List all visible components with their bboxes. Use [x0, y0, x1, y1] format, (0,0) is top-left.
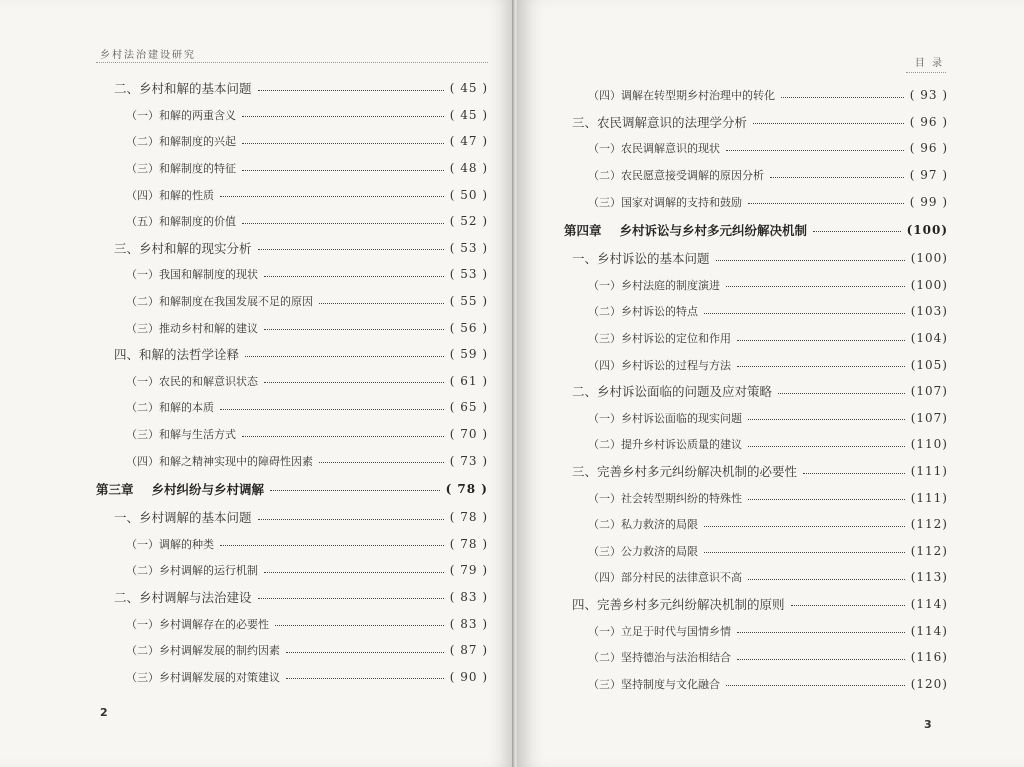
entry-page-number: ( 93 ) — [909, 88, 948, 103]
toc-entry — [564, 405, 948, 432]
running-head-right: 目 录 — [914, 58, 944, 69]
entry-title: 一、乡村诉讼的基本问题 — [572, 251, 710, 267]
entry-page-number: ( 70 ) — [449, 427, 488, 442]
toc-entry — [564, 617, 948, 644]
dot-leader — [286, 678, 444, 679]
header-rule-left — [96, 62, 488, 63]
entry-page-number: (112) — [910, 543, 948, 558]
dot-leader — [726, 685, 905, 686]
entry-page-number: (112) — [910, 517, 948, 532]
dot-leader — [264, 276, 444, 277]
toc-entry — [96, 155, 488, 182]
entry-title: （三）推动乡村和解的建议 — [126, 321, 258, 335]
toc-entry — [96, 368, 488, 395]
dot-leader — [753, 123, 904, 124]
entry-title: （三）和解制度的特征 — [126, 162, 236, 176]
dot-leader — [704, 526, 905, 527]
entry-title: 二、乡村和解的基本问题 — [114, 81, 252, 97]
dot-leader — [803, 473, 905, 474]
entry-title: （一）立足于时代与国情乡情 — [588, 624, 731, 638]
entry-page-number: ( 78 ) — [449, 510, 488, 525]
entry-title: （一）社会转型期纠纷的特殊性 — [588, 491, 742, 505]
toc-entry — [564, 458, 948, 485]
entry-title: （二）农民愿意接受调解的原因分析 — [588, 169, 764, 183]
entry-page-number: (105) — [910, 357, 948, 372]
entry-page-number: (107) — [910, 384, 948, 399]
dot-leader — [264, 572, 444, 573]
chapter-number: 第三章 — [96, 481, 134, 497]
dot-leader — [778, 393, 905, 394]
dot-leader — [319, 462, 444, 463]
entry-page-number: ( 65 ) — [449, 400, 488, 415]
toc-entry — [96, 314, 488, 341]
entry-page-number: (120) — [910, 676, 948, 691]
toc-entry — [564, 272, 948, 299]
entry-page-number: (100) — [910, 251, 948, 266]
dot-leader — [748, 419, 905, 420]
entry-page-number: ( 59 ) — [449, 347, 488, 362]
entry-title: （四）乡村诉讼的过程与方法 — [588, 358, 731, 372]
toc-entry — [564, 378, 948, 405]
entry-title: （一）乡村诉讼面临的现实问题 — [588, 411, 742, 425]
entry-title: （二）乡村调解发展的制约因素 — [126, 644, 280, 658]
dot-leader — [748, 203, 904, 204]
entry-page-number: (114) — [910, 596, 948, 611]
dot-leader — [258, 249, 444, 250]
entry-page-number: (104) — [910, 331, 948, 346]
entry-title: 四、完善乡村多元纠纷解决机制的原则 — [572, 596, 785, 612]
entry-page-number: ( 83 ) — [449, 589, 488, 604]
toc-entry — [564, 82, 948, 109]
toc-entry — [96, 181, 488, 208]
entry-title: 乡村诉讼与乡村多元纠纷解决机制 — [619, 222, 808, 238]
entry-page-number: ( 96 ) — [909, 114, 948, 129]
entry-page-number: ( 45 ) — [449, 81, 488, 96]
toc-entry — [96, 261, 488, 288]
toc-entry — [564, 644, 948, 671]
toc-entry — [564, 591, 948, 618]
entry-title: 三、乡村和解的现实分析 — [114, 240, 252, 256]
entry-title: （一）乡村法庭的制度演进 — [588, 278, 720, 292]
dot-leader — [704, 313, 905, 314]
dot-leader — [242, 116, 444, 117]
entry-title: （四）部分村民的法律意识不高 — [588, 571, 742, 585]
entry-title: （一）乡村调解存在的必要性 — [126, 617, 269, 631]
toc-entry — [564, 325, 948, 352]
toc-chapter-entry — [564, 215, 948, 245]
entry-title: （二）提升乡村诉讼质量的建议 — [588, 438, 742, 452]
entry-title: 二、乡村诉讼面临的问题及应对策略 — [572, 384, 773, 400]
dot-leader — [726, 286, 905, 287]
dot-leader — [242, 170, 444, 171]
dot-leader — [704, 552, 905, 553]
entry-title: （二）私力救济的局限 — [588, 518, 698, 532]
toc-entry — [96, 75, 488, 102]
toc-entry — [96, 531, 488, 558]
toc-entry — [564, 564, 948, 591]
page-number-right: 3 — [924, 718, 932, 731]
dot-leader — [716, 260, 905, 261]
toc-entry — [96, 394, 488, 421]
entry-page-number: ( 73 ) — [449, 453, 488, 468]
toc-entry — [96, 341, 488, 368]
entry-page-number: (103) — [910, 304, 948, 319]
toc-entry — [96, 288, 488, 315]
toc-entry — [564, 109, 948, 136]
entry-title: （三）坚持制度与文化融合 — [588, 677, 720, 691]
toc-chapter-entry — [96, 474, 488, 504]
dot-leader — [270, 490, 440, 491]
chapter-number: 第四章 — [564, 222, 602, 238]
entry-page-number: ( 96 ) — [909, 141, 948, 156]
toc-entry — [564, 298, 948, 325]
entry-page-number: (107) — [910, 410, 948, 425]
entry-title: （四）和解的性质 — [126, 188, 214, 202]
entry-title: 二、乡村调解与法治建设 — [114, 589, 252, 605]
toc-entry — [564, 431, 948, 458]
toc-entry — [564, 538, 948, 565]
right-page — [518, 0, 1024, 767]
dot-leader — [275, 625, 444, 626]
dot-leader — [258, 519, 444, 520]
entry-title: （一）调解的种类 — [126, 537, 214, 551]
entry-page-number: ( 90 ) — [449, 669, 488, 684]
entry-title: （四）调解在转型期乡村治理中的转化 — [588, 89, 775, 103]
entry-page-number: ( 50 ) — [449, 187, 488, 202]
entry-title: （二）坚持德治与法治相结合 — [588, 651, 731, 665]
toc-entry — [96, 128, 488, 155]
entry-title: （二）和解制度在我国发展不足的原因 — [126, 295, 313, 309]
toc-entry — [564, 162, 948, 189]
entry-page-number: ( 97 ) — [909, 168, 948, 183]
toc-entry — [96, 584, 488, 611]
toc-entry — [564, 245, 948, 272]
entry-page-number: ( 48 ) — [449, 161, 488, 176]
entry-title: （三）乡村诉讼的定位和作用 — [588, 332, 731, 346]
toc-entry — [96, 208, 488, 235]
toc-list-left — [96, 75, 488, 690]
entry-page-number: ( 55 ) — [449, 294, 488, 309]
toc-entry — [96, 610, 488, 637]
entry-title: （三）公力救济的局限 — [588, 544, 698, 558]
entry-title: 乡村纠纷与乡村调解 — [151, 481, 265, 497]
entry-page-number: ( 53 ) — [449, 267, 488, 282]
dot-leader — [791, 605, 905, 606]
header-rule-right — [906, 72, 946, 73]
entry-page-number: (113) — [910, 570, 948, 585]
toc-entry — [564, 351, 948, 378]
dot-leader — [242, 436, 444, 437]
dot-leader — [737, 366, 905, 367]
dot-leader — [286, 652, 444, 653]
entry-page-number: (110) — [910, 437, 948, 452]
dot-leader — [220, 409, 444, 410]
toc-entry — [96, 504, 488, 531]
entry-page-number: (111) — [910, 464, 948, 479]
dot-leader — [813, 231, 901, 232]
entry-page-number: (114) — [910, 623, 948, 638]
toc-entry — [96, 637, 488, 664]
toc-entry — [96, 235, 488, 262]
dot-leader — [220, 545, 444, 546]
toc-entry — [96, 421, 488, 448]
entry-title: （三）和解与生活方式 — [126, 428, 236, 442]
entry-title: （一）我国和解制度的现状 — [126, 268, 258, 282]
toc-entry — [564, 511, 948, 538]
toc-list-right — [564, 82, 948, 697]
entry-title: 一、乡村调解的基本问题 — [114, 510, 252, 526]
entry-title: 三、完善乡村多元纠纷解决机制的必要性 — [572, 464, 798, 480]
entry-page-number: (100) — [906, 222, 948, 237]
dot-leader — [748, 446, 905, 447]
entry-page-number: (116) — [910, 650, 948, 665]
entry-page-number: (100) — [910, 277, 948, 292]
entry-page-number: ( 83 ) — [449, 616, 488, 631]
dot-leader — [264, 382, 444, 383]
entry-title: （三）国家对调解的支持和鼓励 — [588, 195, 742, 209]
toc-entry — [96, 447, 488, 474]
entry-page-number: ( 61 ) — [449, 373, 488, 388]
toc-entry — [564, 135, 948, 162]
entry-title: （二）乡村诉讼的特点 — [588, 305, 698, 319]
dot-leader — [242, 143, 444, 144]
dot-leader — [264, 329, 444, 330]
entry-page-number: ( 52 ) — [449, 214, 488, 229]
toc-entry — [564, 484, 948, 511]
dot-leader — [245, 356, 444, 357]
dot-leader — [319, 303, 444, 304]
dot-leader — [748, 579, 905, 580]
dot-leader — [748, 499, 905, 500]
entry-page-number: ( 78 ) — [449, 536, 488, 551]
entry-title: 四、和解的法哲学诠释 — [114, 347, 240, 363]
entry-page-number: ( 87 ) — [449, 643, 488, 658]
dot-leader — [258, 598, 444, 599]
dot-leader — [737, 659, 905, 660]
entry-title: 三、农民调解意识的法理学分析 — [572, 114, 748, 130]
dot-leader — [220, 196, 444, 197]
toc-entry — [564, 670, 948, 697]
dot-leader — [737, 632, 905, 633]
running-head-left: 乡村法治建设研究 — [100, 50, 196, 61]
entry-page-number: ( 47 ) — [449, 134, 488, 149]
toc-entry — [96, 102, 488, 129]
dot-leader — [242, 223, 444, 224]
toc-entry — [96, 557, 488, 584]
dot-leader — [737, 340, 905, 341]
toc-entry — [96, 663, 488, 690]
entry-page-number: ( 79 ) — [449, 563, 488, 578]
entry-page-number: ( 53 ) — [449, 240, 488, 255]
entry-title: （一）农民调解意识的现状 — [588, 142, 720, 156]
entry-title: （四）和解之精神实现中的障碍性因素 — [126, 454, 313, 468]
dot-leader — [781, 97, 904, 98]
entry-page-number: ( 99 ) — [909, 194, 948, 209]
entry-title: （一）农民的和解意识状态 — [126, 374, 258, 388]
dot-leader — [770, 177, 904, 178]
entry-title: （二）和解制度的兴起 — [126, 135, 236, 149]
entry-title: （一）和解的两重含义 — [126, 108, 236, 122]
page-number-left: 2 — [100, 706, 108, 719]
entry-title: （二）乡村调解的运行机制 — [126, 564, 258, 578]
entry-title: （五）和解制度的价值 — [126, 215, 236, 229]
dot-leader — [726, 150, 904, 151]
entry-title: （三）乡村调解发展的对策建议 — [126, 670, 280, 684]
entry-title: （二）和解的本质 — [126, 401, 214, 415]
entry-page-number: ( 45 ) — [449, 107, 488, 122]
entry-page-number: (111) — [910, 490, 948, 505]
entry-page-number: ( 56 ) — [449, 320, 488, 335]
toc-entry — [564, 188, 948, 215]
dot-leader — [258, 90, 444, 91]
entry-page-number: ( 78 ) — [445, 481, 488, 496]
